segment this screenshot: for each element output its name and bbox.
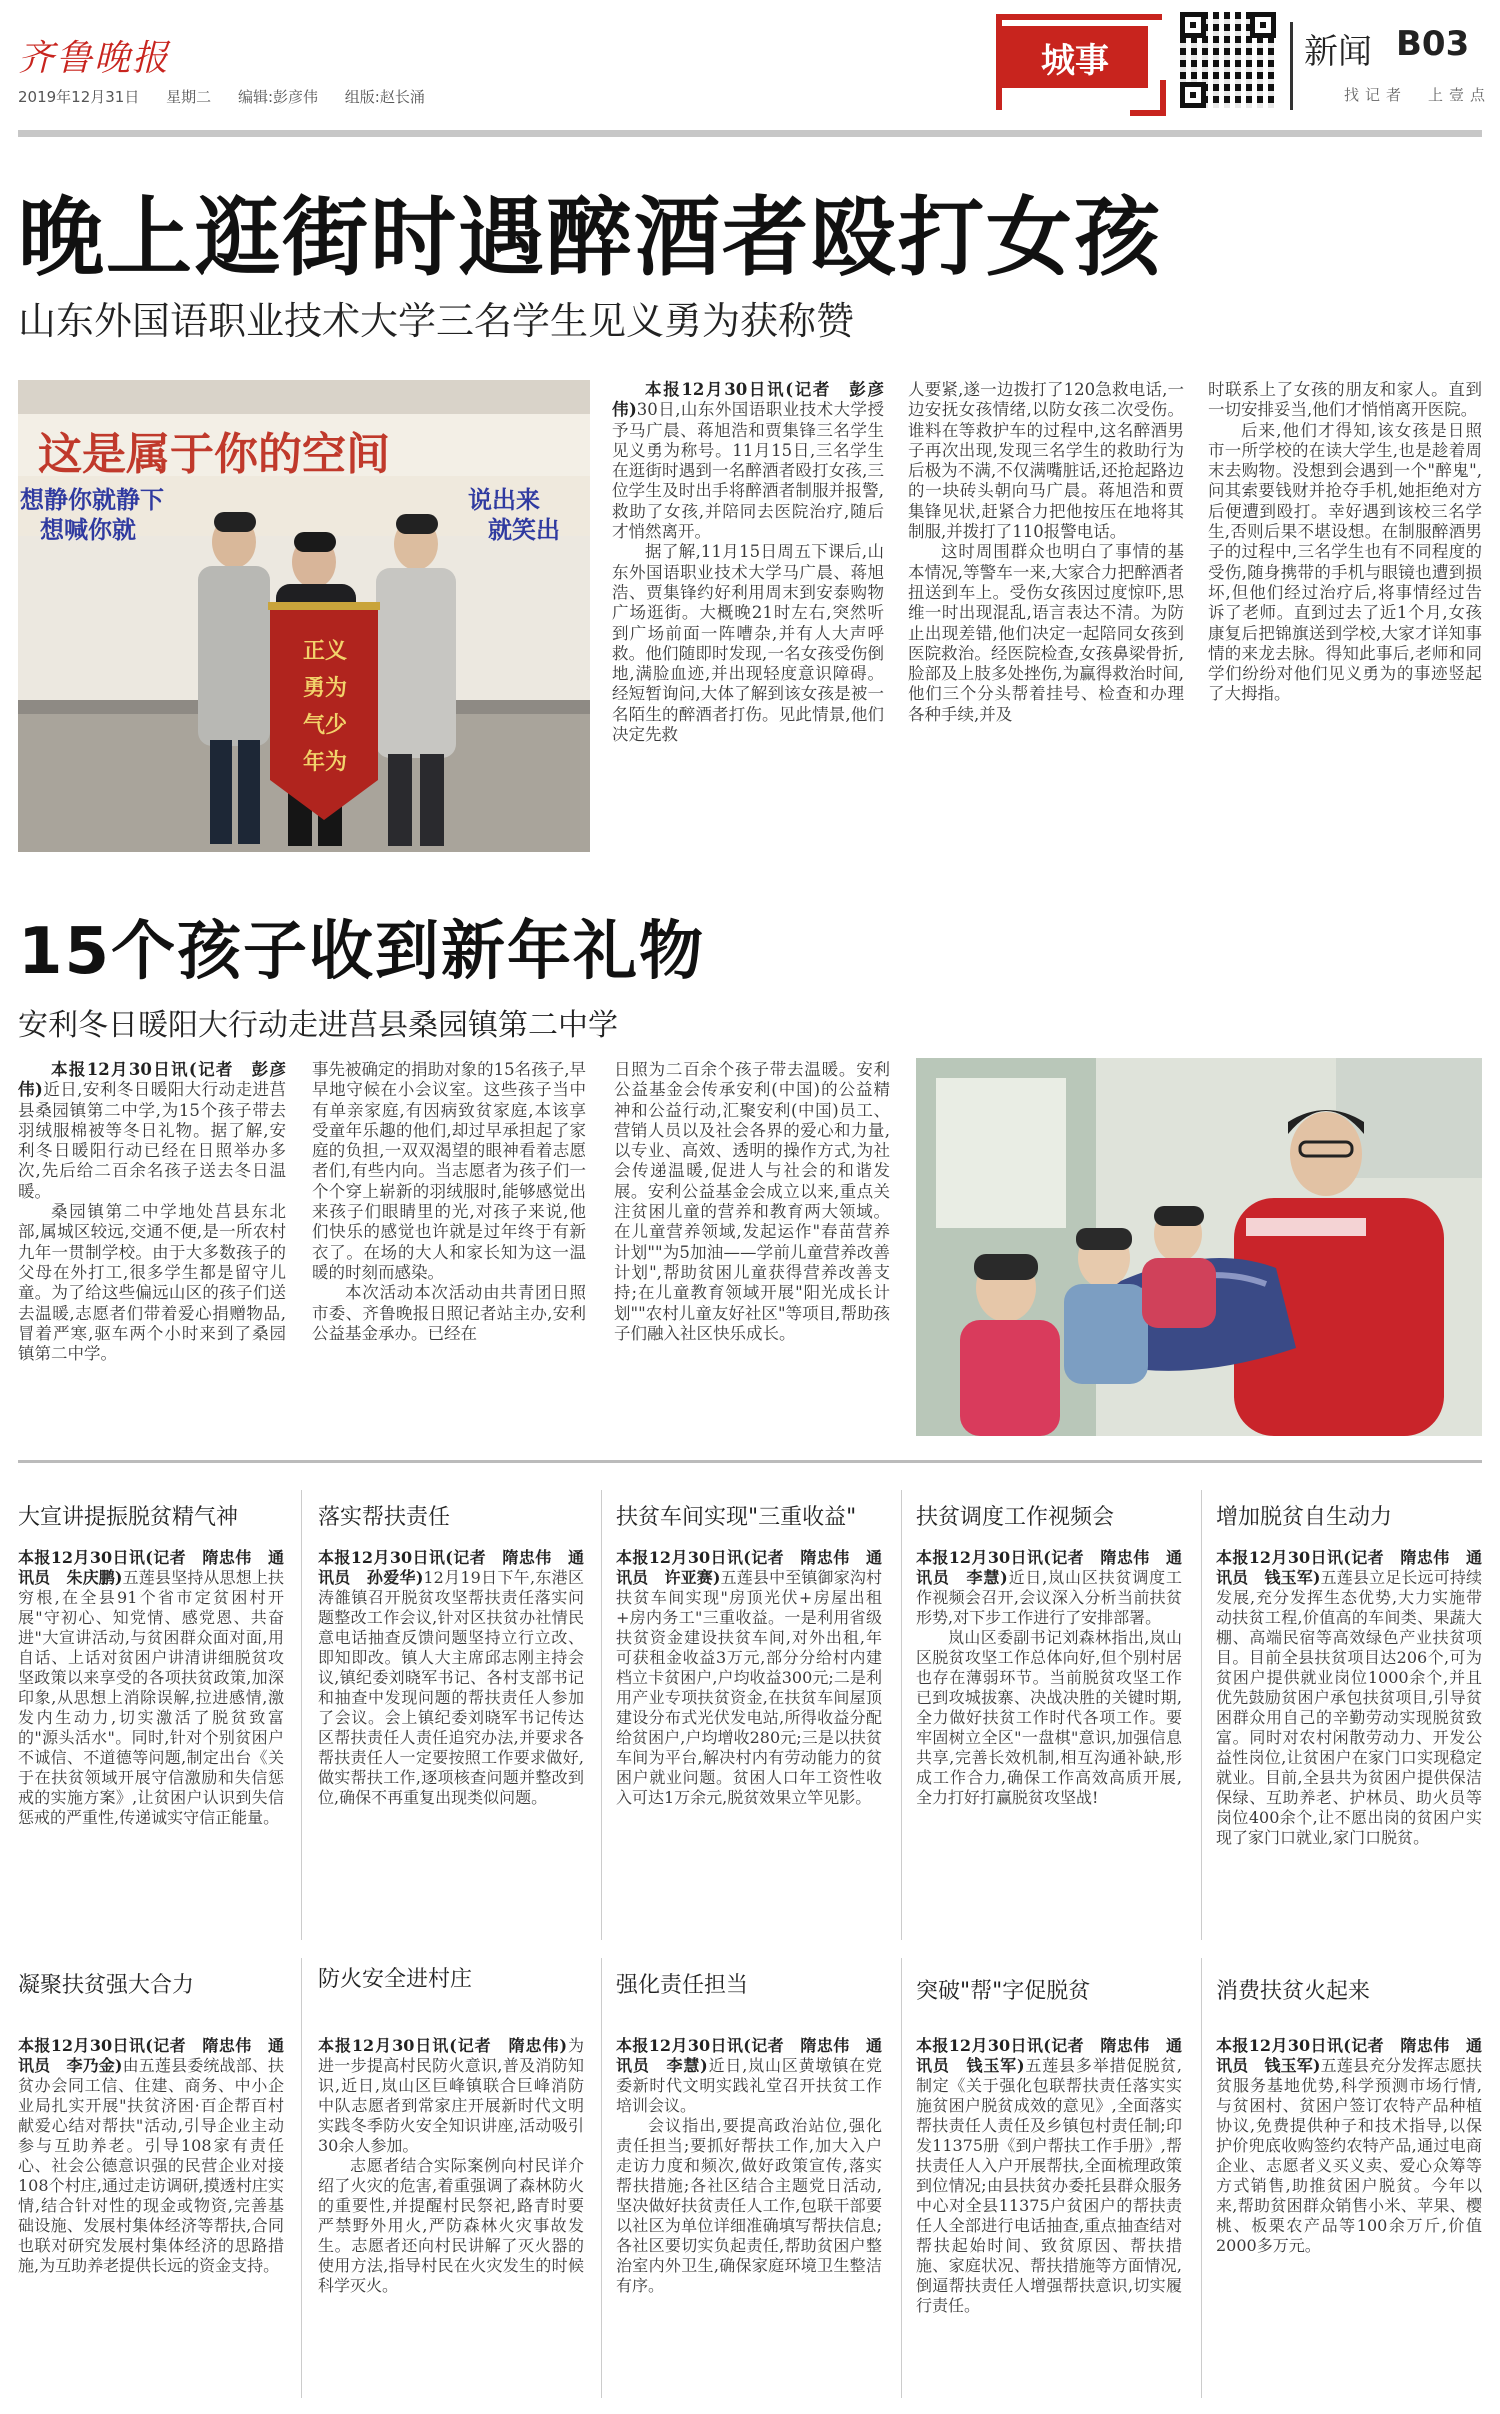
brief7-body bbox=[318, 2036, 584, 2396]
story2-col1-p2: 桑园镇第二中学地处莒县东北部,属城区较远,交通不便,是一所农村九年一贯制学校。由于大多数孩子的父母在外打工,很多学生都是留守儿童。为了给这些偏远山区的孩子们送去温暖,志愿者们带着爱心捐赠物品,冒着严寒,驱车两个小时来到了桑园镇第二中学。 bbox=[18, 1202, 286, 1364]
brief3-text: 五莲县中至镇御家沟村扶贫车间实现"房顶光伏+房屋出租+房内务工"三重收益。一是利用省级扶贫资金建设扶贫车间,对外出租,年可获租金收益3万元,部分分给村内建档立卡贫困户,户均收益300元;二是利用产业专项扶贫资金,在扶贫车间屋顶建设分布式光伏发电站,所得收益分配给贫困户,户均增收280元;三是以扶贫车间为平台,解决村内有劳动能力的贫困户就业问题。贫困人口年工资性收入可达1万余元,脱贫效果立竿见影。 bbox=[616, 1568, 882, 1807]
story2-col1-text: 近日,安利冬日暖阳大行动走进莒县桑园镇第二中学,为15个孩子带去羽绒服棉被等冬日礼物。据了解,安利冬日暖阳行动已经在日照举办多次,先后给二百余名孩子送去冬日温暖。 bbox=[18, 1080, 286, 1201]
brief5-body bbox=[1216, 1548, 1482, 1938]
story1-col2-text: 人要紧,遂一边拨打了120急救电话,一边安抚女孩情绪,以防女孩二次受伤。谁料在等救护车的过程中,这名醉酒男子再次出现,发现三名学生的救助行为后极为不满,不仅满嘴脏话,还抢起路边的一块砖头朝向马广晨。蒋旭浩和贾集锋见状,赶紧合力把他按压在地将其制服,并拨打了110报警电话。 bbox=[908, 380, 1184, 542]
brief2-body bbox=[318, 1548, 584, 1938]
story2-column-2 bbox=[312, 1060, 586, 1438]
brief-separator bbox=[1201, 1490, 1202, 1940]
brief9-body bbox=[916, 2036, 1182, 2396]
story1-headline: 晚上逛街时遇醉酒者殴打女孩 bbox=[18, 188, 1162, 288]
photo-slogan-left: 想静你就静下 bbox=[20, 486, 164, 514]
qr-code-icon bbox=[1180, 12, 1276, 108]
section-rule bbox=[18, 1460, 1482, 1463]
photo-banner-text: 这是属于你的空间 bbox=[38, 429, 390, 480]
story2-dateline: 本报12月30日讯(记者 彭彦伟) bbox=[18, 1060, 286, 1100]
brief3-title: 扶贫车间实现"三重收益" bbox=[616, 1505, 857, 1530]
story2-column-1 bbox=[18, 1060, 286, 1438]
issue-editor: 编辑:彭彦伟 bbox=[237, 88, 318, 106]
brief4-text: 近日,岚山区扶贫调度工作视频会召开,会议深入分析当前扶贫形势,对下步工作进行了安排部署。 bbox=[916, 1568, 1182, 1627]
story2-headline: 15个孩子收到新年礼物 bbox=[18, 915, 706, 989]
brief2-title: 落实帮扶责任 bbox=[318, 1505, 451, 1530]
newspaper-logo: 齐鲁晚报 bbox=[18, 38, 171, 79]
story2-col2-text: 事先被确定的捐助对象的15名孩子,早早地守候在小会议室。这些孩子当中有单亲家庭,有因病致贫家庭,本该享受童年乐趣的他们,却过早承担起了家庭的负担,一双双渴望的眼神看着志愿者们,有些内向。当志愿者为孩子们一个个穿上崭新的羽绒服时,能够感觉出来孩子们眼睛里的光,对孩子来说,他们快乐的感觉也许就是过年终于有新衣了。在场的大人和家长知为这一温暖的时刻而感染。 bbox=[312, 1060, 586, 1282]
brief3-dateline: 本报12月30日讯(记者 隋忠伟 通讯员 许亚赛) bbox=[616, 1548, 882, 1587]
brief-separator bbox=[601, 1958, 602, 2398]
brief9-text: 五莲县多举措促脱贫,制定《关于强化包联帮扶责任落实实施贫困户脱贫成效的意见》,全面落实帮扶责任人责任及乡镇包村责任制;印发11375册《到户帮扶工作手册》,帮扶责任人入户开展帮扶,全面梳理政策到位情况;由县扶贫办委托县群众服务中心对全县11375户贫困户的帮扶责任人全部进行电话抽查,重点抽查结对帮扶起始时间、致贫原因、帮扶措施、家庭状况、帮扶措施等方面情况,倒逼帮扶责任人增强帮扶意识,切实履行责任。 bbox=[916, 2056, 1182, 2315]
brief6-body bbox=[18, 2036, 284, 2396]
brief2-text: 12月19日下午,东港区涛雒镇召开脱贫攻坚帮扶责任落实问题整改工作会议,针对区扶贫办社情民意电话抽查反馈问题坚持立行立改、即知即改。镇人大主席邱志刚主持会议,镇纪委刘晓军书记、各村支部书记和抽查中发现问题的帮扶责任人参加了会议。会上镇纪委刘晓军书记传达区帮扶责任人责任追究办法,并要求各帮扶责任人一定要按照工作要求做好,做实帮扶工作,逐项核查问题并整改到位,确保不再重复出现类似问题。 bbox=[318, 1568, 584, 1807]
brief10-text: 五莲县充分发挥志愿扶贫服务基地优势,科学预测市场行情,与贫困村、贫困户签订农特产品种植协议,免费提供种子和技术指导,以保护价兜底收购签约农特产品,通过电商企业、志愿者义买义卖、爱心众筹等方式销售,助推贫困户脱贫。今年以来,帮助贫困群众销售小米、苹果、樱桃、板栗农产品等100余万斤,价值2000多万元。 bbox=[1216, 2056, 1482, 2255]
story1-col1-p2: 据了解,11月15日周五下课后,山东外国语职业技术大学马广晨、蒋旭浩、贾集锋约好利用周末到安泰购物广场逛街。大概晚21时左右,突然听到广场前面一阵嘈杂,并有人大声呼救。他们随即时发现,一名女孩受伤倒地,满脸血迹,并出现轻度意识障碍。经短暂询问,大体了解到该女孩是被一名陌生的醉酒者打伤。见此情景,他们决定先救 bbox=[612, 542, 884, 745]
story1-col3-text: 时联系上了女孩的朋友和家人。直到一切安排妥当,他们才悄悄离开医院。 bbox=[1208, 380, 1482, 420]
photo-slogan-left2: 想喊你就 bbox=[40, 516, 136, 544]
brief5-text: 五莲县立足长远可持续发展,充分发挥生态优势,大力实施带动扶贫工程,价值高的车间类、果蔬大棚、高端民宿等高效绿色产业扶贫项目。目前全县扶贫项目达206个,可为贫困户提供就业岗位1000余个,并且优先鼓励贫困户承包扶贫项目,引导贫困群众用自己的辛勤劳动实现脱贫致富。同时对农村闲散劳动力、开发公益性岗位,让贫困户在家门口实现稳定就业。目前,全县共为贫困户提供保洁保绿、互助养老、护林员、助火员等岗位400余个,让不愿出岗的贫困户实现了家门口就业,家门口脱贫。 bbox=[1216, 1568, 1482, 1847]
story2-col3-text: 日照为二百余个孩子带去温暖。安利公益基金会传承安利(中国)的公益精神和公益行动,汇聚安利(中国)员工、营销人员以及社会各界的爱心和力量,以专业、高效、透明的操作方式,为社会传递温暖,促进人与社会的和谐发展。安利公益基金会成立以来,重点关注贫困儿童的营养和教育两大领域。在儿童营养领域,发起运作"春苗营养计划""为5加油——学前儿童营养改善计划",帮助贫困儿童获得营养改善支持;在儿童教育领域开展"阳光成长计划""农村儿童友好社区"等项目,帮助孩子们融入社区快乐成长。 bbox=[614, 1060, 890, 1343]
story1-col3-p2: 后来,他们才得知,该女孩是日照市一所学校的在读大学生,也是趁着周末去购物。没想到会遇到一个"醉鬼",问其索要钱财并抢夺手机,她拒绝对方后便遭到殴打。幸好遇到该校三名学生,否则后果不堪设想。在制服醉酒男子的过程中,三名学生也有不同程度的受伤,随身携带的手机与眼镜也遭到损坏,但他们经过治疗后,将事情经过告诉了老师。直到过去了近1个月,女孩康复后把锦旗送到学校,大家才详知事情的来龙去脉。得知此事后,老师和同学们纷纷对他们见义勇为的事迹竖起了大拇指。 bbox=[1208, 420, 1482, 704]
brief6-title: 凝聚扶贫强大合力 bbox=[18, 1973, 195, 1998]
brief8-title: 强化责任担当 bbox=[616, 1973, 749, 1998]
photo-slogan-right2: 就笑出 bbox=[488, 516, 560, 544]
brief8-text: 近日,岚山区黄墩镇在党委新时代文明实践礼堂召开扶贫工作培训会议。 bbox=[616, 2056, 882, 2115]
story1-subhead: 山东外国语职业技术大学三名学生见义勇为获称赞 bbox=[18, 299, 855, 343]
brief-separator bbox=[901, 1958, 902, 2398]
brief9-title: 突破"帮"字促脱贫 bbox=[916, 1979, 1091, 2004]
brief4-text-2: 岚山区委副书记刘森林指出,岚山区脱贫攻坚工作总体向好,但个别村居也存在薄弱环节。当前脱贫攻坚工作已到攻城拔寨、决战决胜的关键时期,全力做好扶贫工作时代各项工作。要牢固树立全区"一盘棋"意识,加强信息共享,完善长效机制,相互沟通补缺,形成工作合力,确保工作高效高质开展,全力打好打赢脱贫攻坚战! bbox=[916, 1628, 1182, 1807]
brief4-title: 扶贫调度工作视频会 bbox=[916, 1505, 1115, 1530]
brief-separator bbox=[601, 1490, 602, 1940]
brief1-text: 五莲县坚持从思想上扶穷根,在全县91个省市定贫困村开展"守初心、知党情、感党恩、共奋进"大宣讲活动,与贫困群众面对面,用自话、上话对贫困户讲清讲细脱贫攻坚政策以来享受的各项扶贫政策,加深印象,从思想上消除误解,拉进感情,激发内生动力,切实激活了脱贫致富的"源头活水"。同时,针对个别贫困户不诚信、不道德等问题,制定出台《关于在扶贫领域开展守信激励和失信惩戒的实施方案》,让贫困户认识到失信惩戒的严重性,传递诚实守信正能量。 bbox=[18, 1568, 284, 1827]
pennant-line-4: 年为 bbox=[302, 749, 347, 775]
story2-col2-p2: 本次活动本次活动由共青团日照市委、齐鲁晚报日照记者站主办,安利公益基金承办。已经在 bbox=[312, 1283, 586, 1343]
issue-meta bbox=[18, 86, 447, 107]
brief1-body bbox=[18, 1548, 284, 1938]
reporter-tagline: 找记者 上壹点 bbox=[1344, 86, 1492, 104]
brief6-dateline: 本报12月30日讯(记者 隋忠伟 通讯员 李乃金) bbox=[18, 2036, 284, 2075]
brief8-text-2: 会议指出,要提高政治站位,强化责任担当;要抓好帮扶工作,加大入户走访力度和频次,做好政策宣传,落实帮扶措施;各社区结合主题党日活动,坚决做好扶贫责任人工作,包联干部要以社区为单位详细准确填写帮扶信息;各社区要切实负起责任,帮助贫困户整治室内外卫生,确保家庭环境卫生整洁有序。 bbox=[616, 2116, 882, 2295]
brief7-text-2: 志愿者结合实际案例向村民详介绍了火灾的危害,着重强调了森林防火的重要性,并提醒村民祭祀,路青时要严禁野外用火,严防森林火灾事故发生。志愿者还向村民讲解了灭火器的使用方法,指导村民在火灾发生的时候科学灭火。 bbox=[318, 2156, 584, 2295]
brief10-title: 消费扶贫火起来 bbox=[1216, 1979, 1371, 2004]
brief8-body bbox=[616, 2036, 882, 2396]
page-number: B03 bbox=[1396, 24, 1470, 64]
brief1-title: 大宣讲提振脱贫精气神 bbox=[18, 1505, 239, 1530]
section-badge: 城事 bbox=[1002, 26, 1148, 88]
brief6-text: 由五莲县委统战部、扶贫办会同工信、住建、商务、中小企业局扎实开展"扶贫济困·百企帮百村献爱心结对帮扶"活动,引导企业主动参与互助养老。引导108家有责任心、社会公德意识强的民营企业对接108个村庄,通过走访调研,摸透村庄实情,结合针对性的现金或物资,完善基础设施、发展村集体经济等帮扶,合同也联对研究发展村集体经济的思路措施,为互助养老提供长远的资金支持。 bbox=[18, 2056, 284, 2275]
brief7-text: 为进一步提高村民防火意识,普及消防知识,近日,岚山区巨峰镇联合巨峰消防中队志愿者到常家庄开展新时代文明实践冬季防火安全知识讲座,活动吸引30余人参加。 bbox=[318, 2036, 584, 2155]
brief-separator bbox=[1201, 1958, 1202, 2398]
story2-subhead: 安利冬日暖阳大行动走进莒县桑园镇第二中学 bbox=[18, 1008, 618, 1043]
story1-column-2 bbox=[908, 380, 1184, 854]
issue-date: 2019年12月31日 bbox=[18, 88, 140, 106]
story1-photo bbox=[18, 380, 590, 852]
brief7-dateline: 本报12月30日讯(记者 隋忠伟) bbox=[318, 2036, 568, 2055]
story1-col2-p2: 这时周围群众也明白了事情的基本情况,等警车一来,大家合力把醉酒者扭送到车上。受伤女孩因过度惊吓,思维一时出现混乱,语言表达不清。为防止出现差错,他们决定一起陪同女孩到医院救治。经医院检查,女孩鼻梁骨折,脸部及上肢多处挫伤,为赢得救治时间,他们三个分头帮着挂号、检查和办理各种手续,并及 bbox=[908, 542, 1184, 724]
brief5-dateline: 本报12月30日讯(记者 隋忠伟 通讯员 钱玉军) bbox=[1216, 1548, 1482, 1587]
top-rule bbox=[18, 130, 1482, 137]
brief10-body bbox=[1216, 2036, 1482, 2396]
brief4-dateline: 本报12月30日讯(记者 隋忠伟 通讯员 李慧) bbox=[916, 1548, 1182, 1587]
brief10-dateline: 本报12月30日讯(记者 隋忠伟 通讯员 钱玉军) bbox=[1216, 2036, 1482, 2075]
pennant-text bbox=[280, 634, 370, 776]
brief-separator bbox=[301, 1490, 302, 1940]
brief1-dateline: 本报12月30日讯(记者 隋忠伟 通讯员 朱庆鹏) bbox=[18, 1548, 284, 1587]
brief3-body bbox=[616, 1548, 882, 1938]
brief-separator bbox=[301, 1958, 302, 2398]
issue-layout: 组版:赵长涌 bbox=[344, 88, 425, 106]
brief8-dateline: 本报12月30日讯(记者 隋忠伟 通讯员 李慧) bbox=[616, 2036, 882, 2075]
masthead-divider bbox=[1290, 22, 1293, 110]
brief-separator bbox=[901, 1490, 902, 1940]
story2-column-3 bbox=[614, 1060, 890, 1438]
photo-slogan-right: 说出来 bbox=[468, 486, 540, 514]
brief7-title: 防火安全进村庄 bbox=[318, 1967, 473, 1992]
pennant-line-3: 气少 bbox=[302, 712, 347, 738]
brief5-title: 增加脱贫自生动力 bbox=[1216, 1505, 1393, 1530]
pennant-line-2: 勇为 bbox=[302, 675, 347, 701]
page-title: 新闻 bbox=[1304, 32, 1372, 72]
pennant-line-1: 正义 bbox=[302, 638, 347, 664]
story1-col1-text: 30日,山东外国语职业技术大学授予马广晨、蒋旭浩和贾集锋三名学生见义勇为称号。11月15日,三名学生在逛街时遇到一名醉酒者殴打女孩,三位学生及时出手将醉酒者制服并报警,救助了女孩,并陪同去医院治疗,随后才悄然离开。 bbox=[612, 400, 884, 542]
brief4-body bbox=[916, 1548, 1182, 1938]
issue-weekday: 星期二 bbox=[166, 88, 212, 106]
story1-dateline: 本报12月30日讯(记者 彭彦伟) bbox=[612, 380, 884, 420]
brief2-dateline: 本报12月30日讯(记者 隋忠伟 通讯员 孙爱华) bbox=[318, 1548, 584, 1587]
brief9-dateline: 本报12月30日讯(记者 隋忠伟 通讯员 钱玉军) bbox=[916, 2036, 1182, 2075]
story1-column-1 bbox=[612, 380, 884, 854]
story1-column-3 bbox=[1208, 380, 1482, 854]
story2-photo bbox=[916, 1058, 1482, 1436]
